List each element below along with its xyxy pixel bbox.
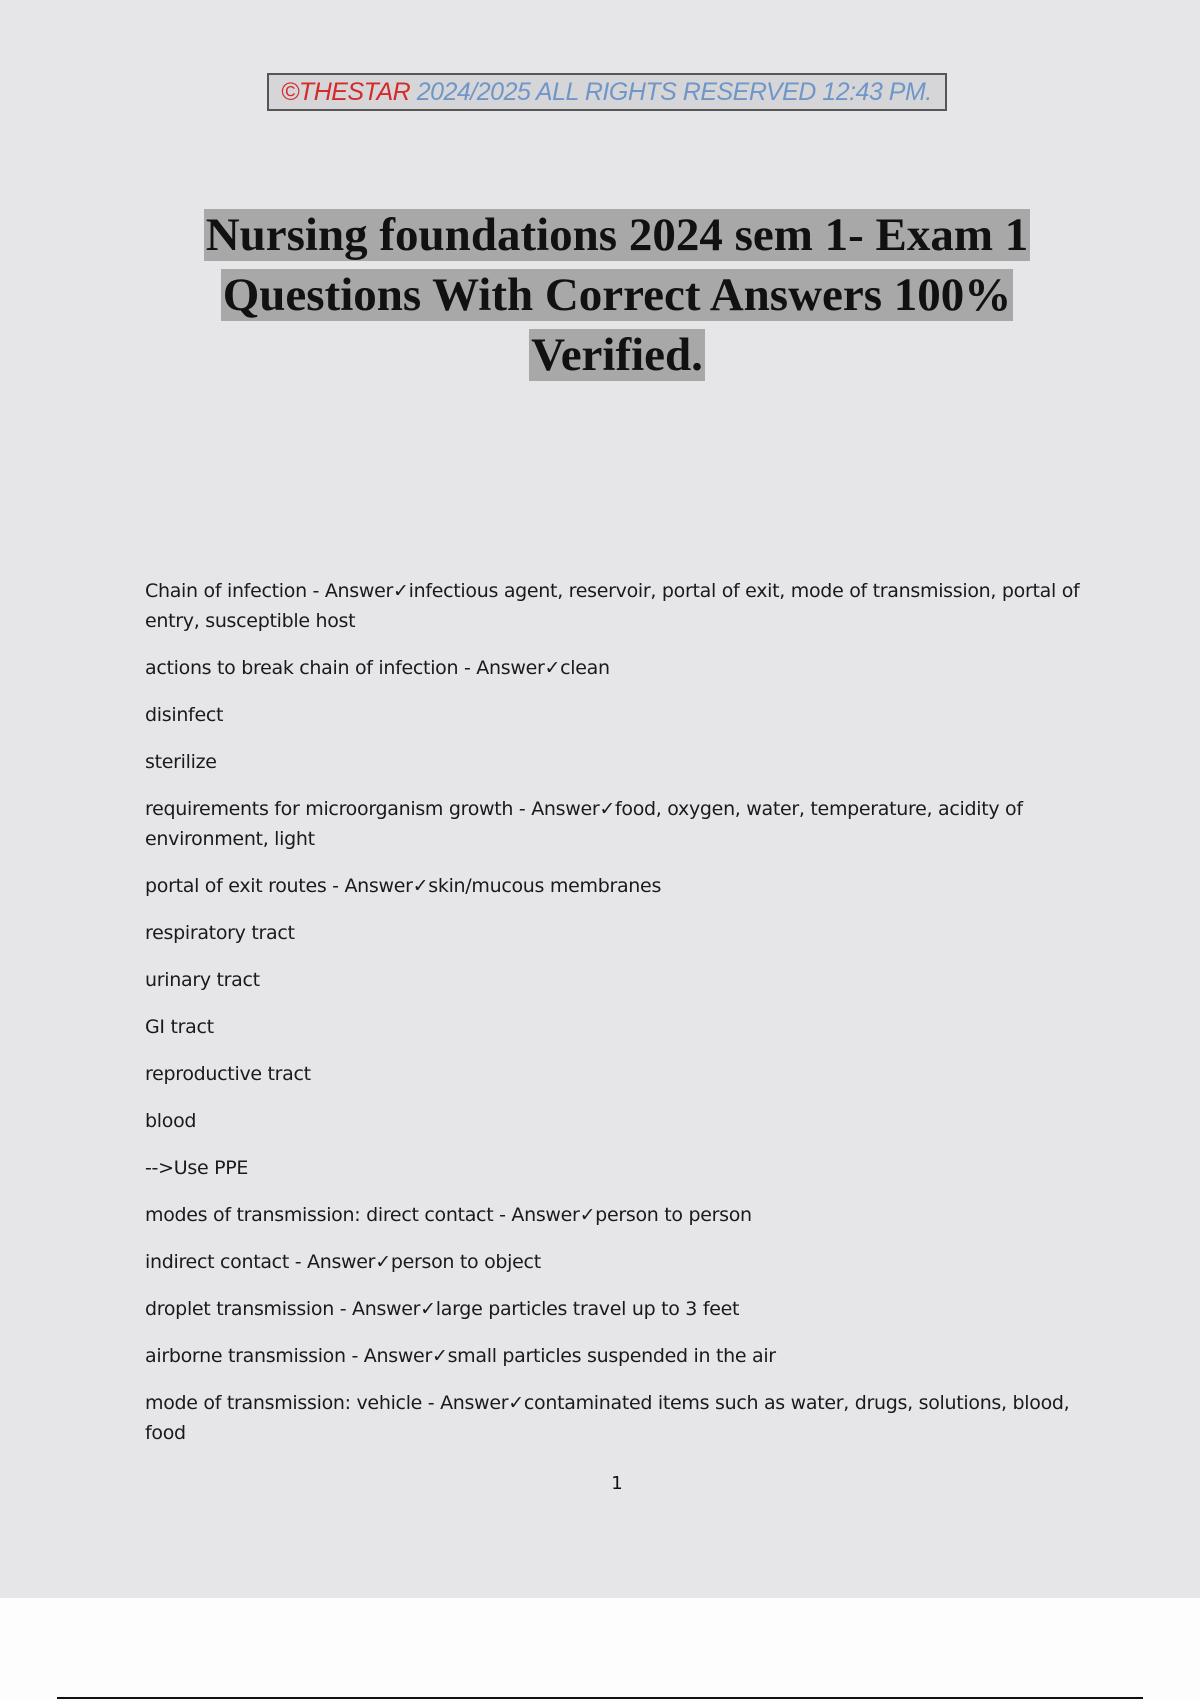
list-item: disinfect <box>145 704 224 726</box>
page-number: 1 <box>611 1473 623 1494</box>
list-item: mode of transmission: vehicle - Answer✓contaminated items such as water, drugs, solutions, blood, food <box>145 1392 1070 1444</box>
copyright-banner <box>267 73 947 111</box>
list-item: portal of exit routes - Answer✓skin/mucous membranes <box>145 875 662 897</box>
list-item: blood <box>145 1110 197 1132</box>
list-item: droplet transmission - Answer✓large particles travel up to 3 feet <box>145 1298 740 1320</box>
list-item: GI tract <box>145 1016 214 1038</box>
title-line-2: Questions With Correct Answers 100% <box>222 269 1012 321</box>
list-item: modes of transmission: direct contact - Answer✓person to person <box>145 1204 752 1226</box>
list-item: requirements for microorganism growth - Answer✓food, oxygen, water, temperature, acidity of environment, light <box>145 798 1023 850</box>
list-item: Chain of infection - Answer✓infectious agent, reservoir, portal of exit, mode of transmission, portal of entry, susceptible host <box>145 580 1080 632</box>
list-item: sterilize <box>145 751 217 773</box>
title-line-3: Verified. <box>531 329 703 381</box>
list-item: actions to break chain of infection - Answer✓clean <box>145 657 610 679</box>
list-item: indirect contact - Answer✓person to object <box>145 1251 541 1273</box>
next-page-divider <box>57 1697 1143 1699</box>
qa-list <box>145 576 1085 1465</box>
list-item: respiratory tract <box>145 922 295 944</box>
banner-brand: ©THESTAR <box>281 78 411 106</box>
title-line-1: Nursing foundations 2024 sem 1- Exam 1 <box>205 209 1029 261</box>
banner-text: 2024/2025 ALL RIGHTS RESERVED 12:43 PM. <box>410 78 932 106</box>
list-item: reproductive tract <box>145 1063 311 1085</box>
list-item: urinary tract <box>145 969 260 991</box>
list-item: airborne transmission - Answer✓small particles suspended in the air <box>145 1345 776 1367</box>
list-item: -->Use PPE <box>145 1157 249 1179</box>
document-title <box>100 205 1134 385</box>
